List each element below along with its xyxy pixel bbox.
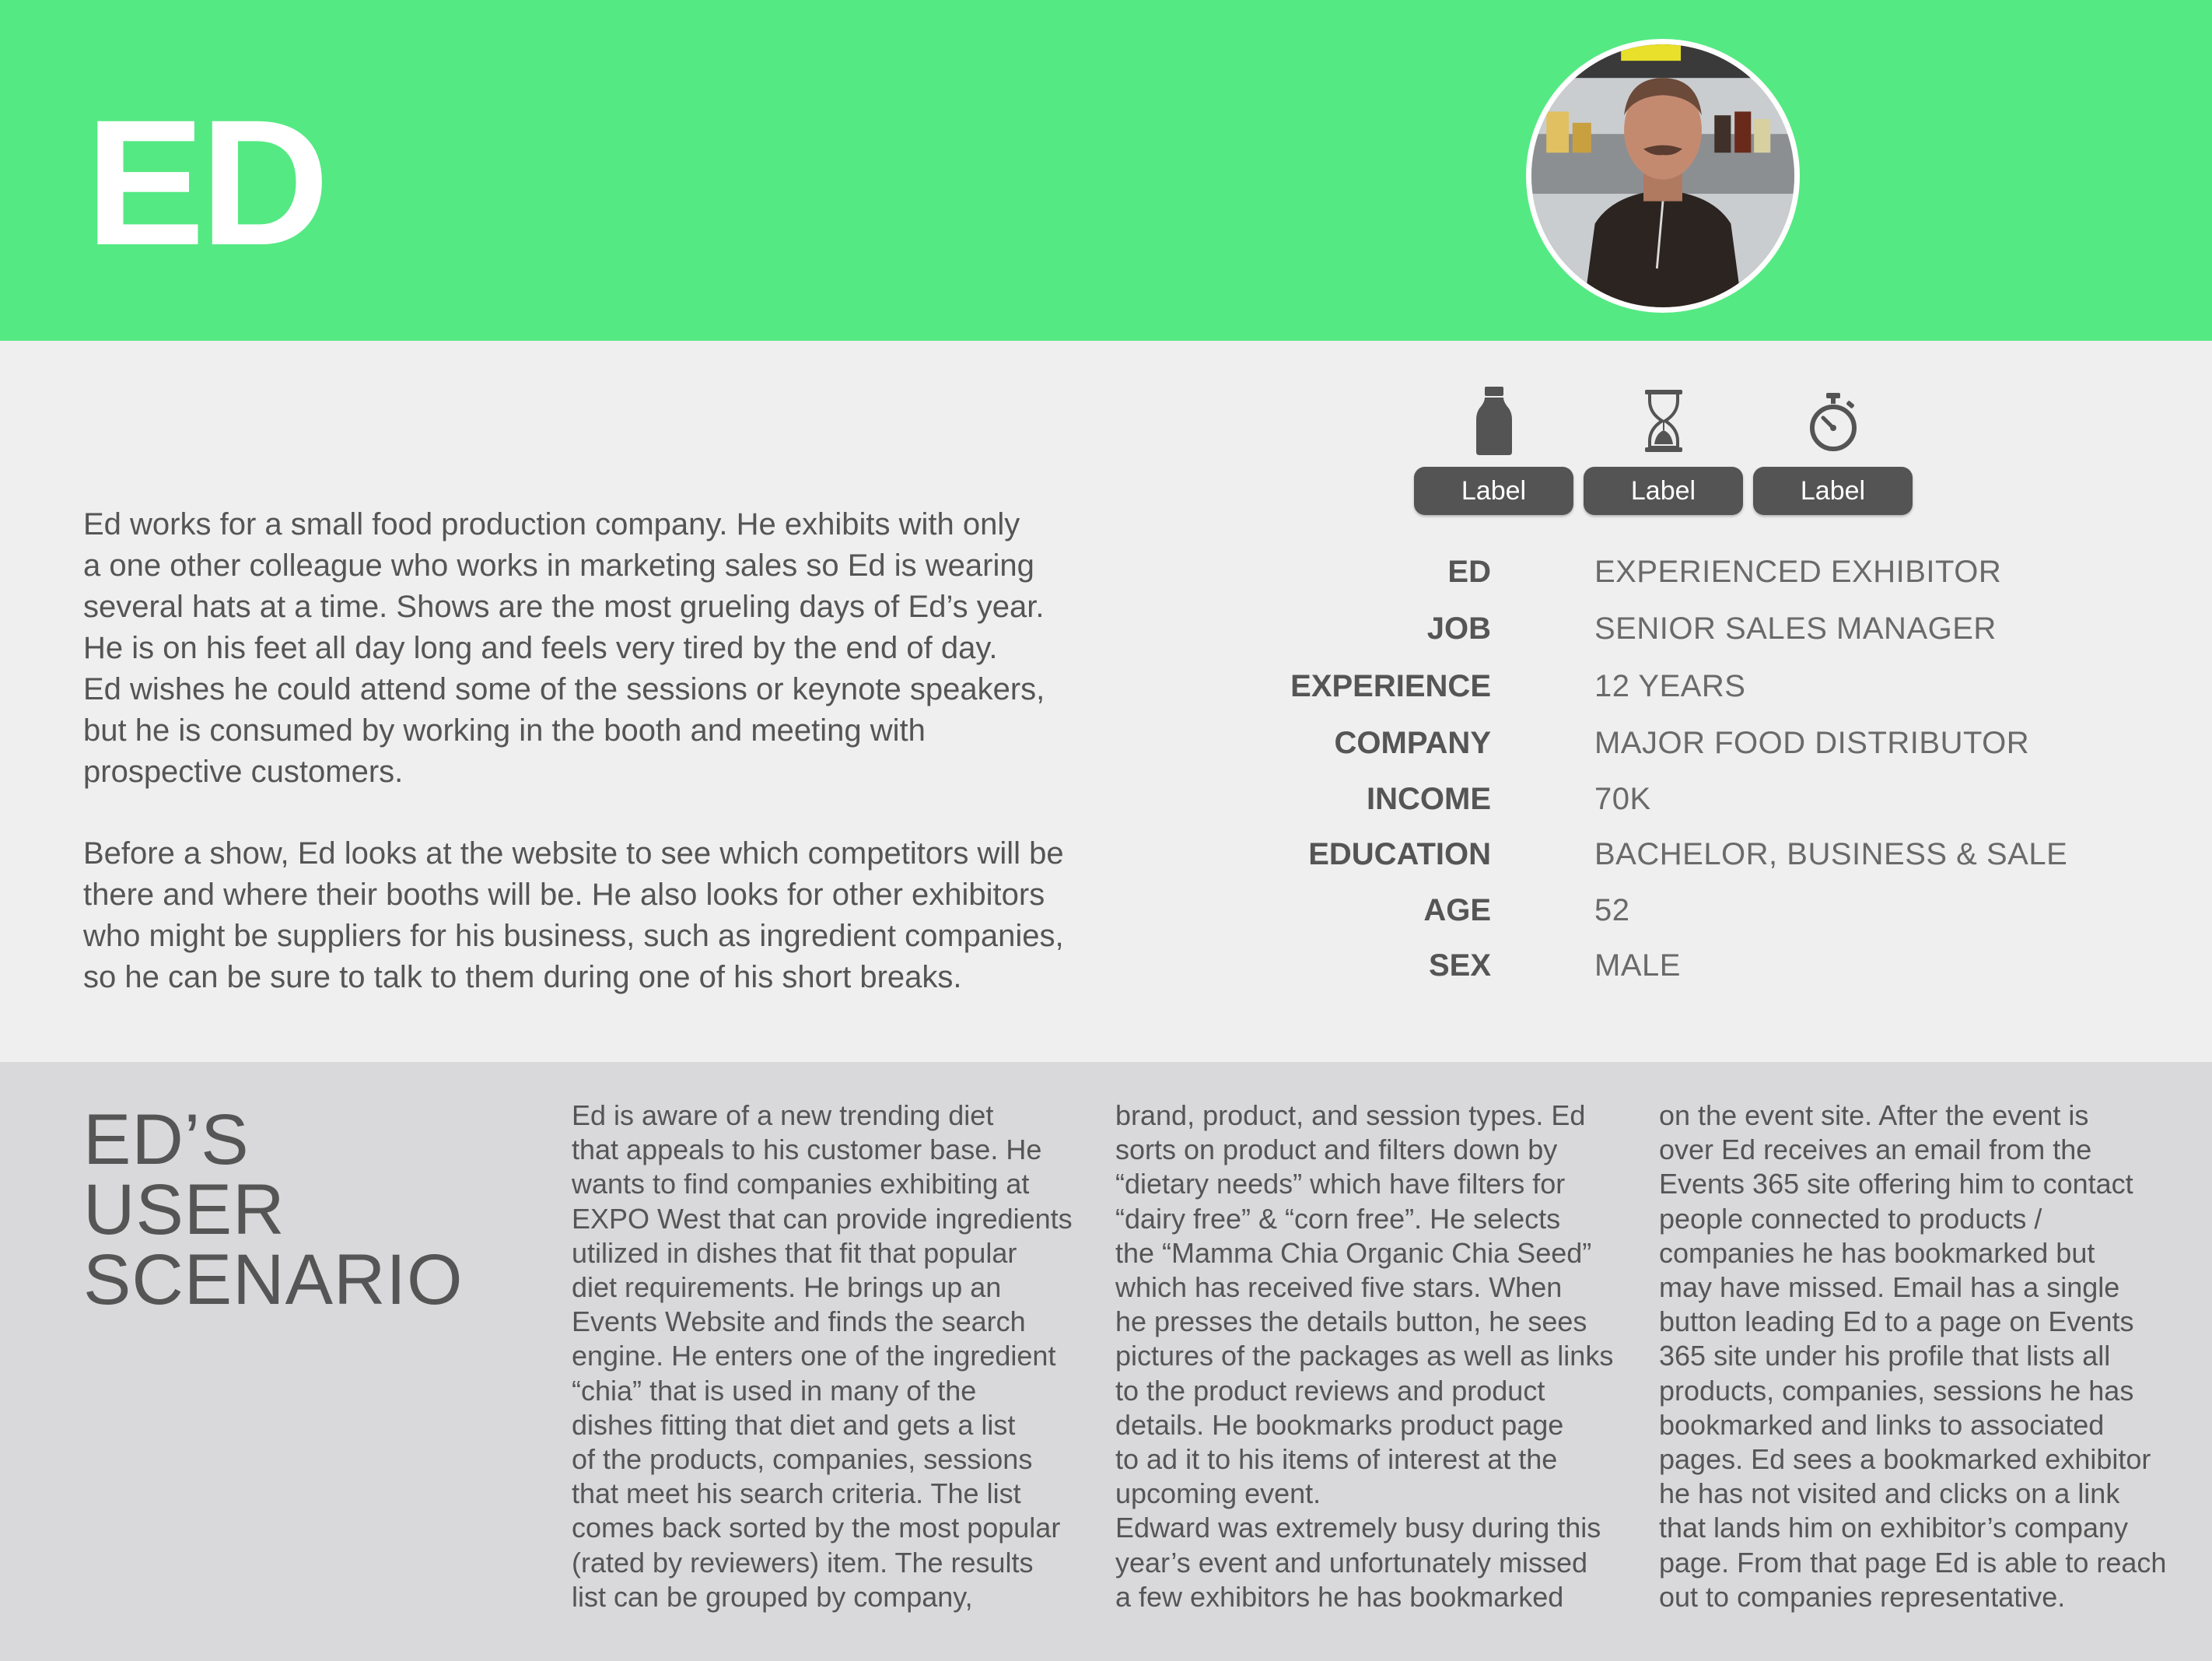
detail-row-income bbox=[1322, 776, 2178, 822]
detail-value: MALE bbox=[1594, 948, 1681, 983]
scenario-line: that lands him on exhibitor’s company bbox=[1659, 1512, 2128, 1544]
scenario-line: over Ed receives an email from the bbox=[1659, 1134, 2092, 1166]
bottle-icon bbox=[1414, 385, 1573, 459]
bio-line: Ed wishes he could attend some of the sessions or keynote speakers, bbox=[83, 672, 1045, 706]
scenario-line: dishes fitting that diet and gets a list bbox=[572, 1408, 1016, 1441]
scenario-line: a few exhibitors he has bookmarked bbox=[1115, 1580, 1564, 1613]
scenario-line: pages. Ed sees a bookmarked exhibitor bbox=[1659, 1443, 2151, 1476]
bio-line: but he is consumed by working in the booth and meeting with bbox=[83, 713, 926, 748]
scenario-line: list can be grouped by company, bbox=[572, 1580, 973, 1613]
bio-line: a one other colleague who works in marketing sales so Ed is wearing bbox=[83, 548, 1034, 583]
bio-paragraph-2 bbox=[83, 833, 1094, 998]
scenario-line: people connected to products / bbox=[1659, 1202, 2042, 1235]
detail-label: AGE bbox=[1423, 893, 1491, 927]
scenario-column-2 bbox=[1115, 1099, 1636, 1614]
scenario-line: companies he has bookmarked but bbox=[1659, 1236, 2095, 1269]
detail-row-company bbox=[1322, 720, 2178, 766]
stopwatch-icon bbox=[1753, 385, 1913, 459]
scenario-line: utilized in dishes that fit that popular bbox=[572, 1236, 1017, 1269]
scenario-line: Events 365 site offering him to contact bbox=[1659, 1168, 2133, 1200]
detail-value: EXPERIENCED EXHIBITOR bbox=[1594, 555, 2002, 589]
scenario-line: brand, product, and session types. Ed bbox=[1115, 1099, 1586, 1131]
scenario-line: he presses the details button, he sees bbox=[1115, 1305, 1587, 1338]
icon-labels-row bbox=[1412, 385, 1917, 525]
scenario-title-line: SCENARIO bbox=[83, 1240, 464, 1319]
detail-value: 52 bbox=[1594, 893, 1630, 927]
bio-line: He is on his feet all day long and feels very tired by the end of day. bbox=[83, 631, 998, 665]
bio-line: there and where their booths will be. He also looks for other exhibitors bbox=[83, 878, 1045, 912]
scenario-line: (rated by reviewers) item. The results bbox=[572, 1546, 1034, 1579]
detail-label: EXPERIENCE bbox=[1290, 669, 1491, 703]
scenario-line: 365 site under his profile that lists all bbox=[1659, 1340, 2111, 1372]
detail-value: MAJOR FOOD DISTRIBUTOR bbox=[1594, 726, 2030, 760]
label-badge: Label bbox=[1584, 467, 1743, 515]
detail-label: ED bbox=[1447, 555, 1491, 589]
scenario-line: Ed is aware of a new trending diet bbox=[572, 1099, 994, 1131]
icon-group-bottle bbox=[1414, 385, 1573, 517]
scenario-line: products, companies, sessions he has bbox=[1659, 1374, 2134, 1407]
icon-group-hourglass bbox=[1584, 385, 1743, 517]
scenario-line: “dietary needs” which have filters for bbox=[1115, 1168, 1566, 1200]
scenario-line: that appeals to his customer base. He bbox=[572, 1134, 1042, 1166]
detail-label: JOB bbox=[1426, 611, 1491, 646]
detail-value: BACHELOR, BUSINESS & SALE bbox=[1594, 837, 2068, 871]
persona-bio bbox=[83, 504, 1094, 1039]
detail-label: EDUCATION bbox=[1308, 837, 1491, 871]
scenario-line: Events Website and finds the search bbox=[572, 1305, 1026, 1338]
persona-name: ED bbox=[86, 82, 325, 282]
scenario-line: may have missed. Email has a single bbox=[1659, 1271, 2120, 1304]
detail-label: SEX bbox=[1428, 948, 1491, 983]
icon-group-stopwatch bbox=[1753, 385, 1913, 517]
scenario-column-3 bbox=[1659, 1099, 2180, 1614]
scenario-line: button leading Ed to a page on Events bbox=[1659, 1305, 2134, 1338]
detail-row-age bbox=[1322, 887, 2178, 934]
scenario-title-line: USER bbox=[83, 1170, 285, 1249]
scenario-line: details. He bookmarks product page bbox=[1115, 1408, 1564, 1441]
scenario-line: of the products, companies, sessions bbox=[572, 1443, 1033, 1476]
scenario-line: upcoming event. bbox=[1115, 1477, 1321, 1510]
scenario-line: to ad it to his items of interest at the bbox=[1115, 1443, 1558, 1476]
bio-line: prospective customers. bbox=[83, 755, 404, 789]
scenario-line: bookmarked and links to associated bbox=[1659, 1408, 2105, 1441]
detail-row-experience bbox=[1290, 663, 2178, 710]
scenario-line: EXPO West that can provide ingredients bbox=[572, 1202, 1073, 1235]
detail-row-job bbox=[1322, 605, 2178, 652]
bio-line: who might be suppliers for his business, such as ingredient companies, bbox=[83, 919, 1064, 953]
detail-row-education bbox=[1308, 831, 2178, 878]
detail-row-ed bbox=[1322, 548, 2178, 595]
scenario-line: Edward was extremely busy during this bbox=[1115, 1512, 1601, 1544]
header-banner bbox=[0, 0, 2212, 341]
scenario-line: out to companies representative. bbox=[1659, 1580, 2066, 1613]
avatar-photo bbox=[1531, 44, 1794, 307]
detail-value: 12 YEARS bbox=[1594, 669, 1746, 703]
scenario-line: to the product reviews and product bbox=[1115, 1374, 1545, 1407]
scenario-line: sorts on product and filters down by bbox=[1115, 1134, 1558, 1166]
scenario-line: year’s event and unfortunately missed bbox=[1115, 1546, 1588, 1579]
scenario-title bbox=[83, 1100, 464, 1319]
bio-line: Ed works for a small food production company. He exhibits with only bbox=[83, 507, 1020, 541]
bio-paragraph-1 bbox=[83, 504, 1094, 793]
detail-label: COMPANY bbox=[1334, 726, 1491, 760]
scenario-line: diet requirements. He brings up an bbox=[572, 1271, 1002, 1304]
scenario-title-line: ED’S bbox=[83, 1100, 250, 1179]
label-badge: Label bbox=[1414, 467, 1573, 515]
scenario-line: page. From that page Ed is able to reach bbox=[1659, 1546, 2167, 1579]
detail-value: SENIOR SALES MANAGER bbox=[1594, 611, 1997, 646]
bio-line: several hats at a time. Shows are the most grueling days of Ed’s year. bbox=[83, 590, 1045, 624]
scenario-line: that meet his search criteria. The list bbox=[572, 1477, 1021, 1510]
hourglass-icon bbox=[1584, 385, 1743, 459]
detail-label: INCOME bbox=[1367, 782, 1491, 816]
detail-row-sex bbox=[1322, 942, 2178, 989]
scenario-line: comes back sorted by the most popular bbox=[572, 1512, 1061, 1544]
scenario-line: “dairy free” & “corn free”. He selects bbox=[1115, 1202, 1561, 1235]
scenario-column-1 bbox=[572, 1099, 1093, 1614]
label-badge: Label bbox=[1753, 467, 1913, 515]
detail-value: 70K bbox=[1594, 782, 1651, 816]
bio-line: so he can be sure to talk to them during one of his short breaks. bbox=[83, 960, 962, 994]
avatar bbox=[1526, 39, 1800, 313]
scenario-line: on the event site. After the event is bbox=[1659, 1099, 2089, 1131]
scenario-line: engine. He enters one of the ingredient bbox=[572, 1340, 1056, 1372]
scenario-line: wants to find companies exhibiting at bbox=[572, 1168, 1030, 1200]
bio-line: Before a show, Ed looks at the website to see which competitors will be bbox=[83, 836, 1064, 871]
scenario-line: which has received five stars. When bbox=[1115, 1271, 1563, 1304]
scenario-line: pictures of the packages as well as links bbox=[1115, 1340, 1614, 1372]
scenario-line: “chia” that is used in many of the bbox=[572, 1374, 977, 1407]
scenario-line: he has not visited and clicks on a link bbox=[1659, 1477, 2120, 1510]
scenario-line: the “Mamma Chia Organic Chia Seed” bbox=[1115, 1236, 1592, 1269]
